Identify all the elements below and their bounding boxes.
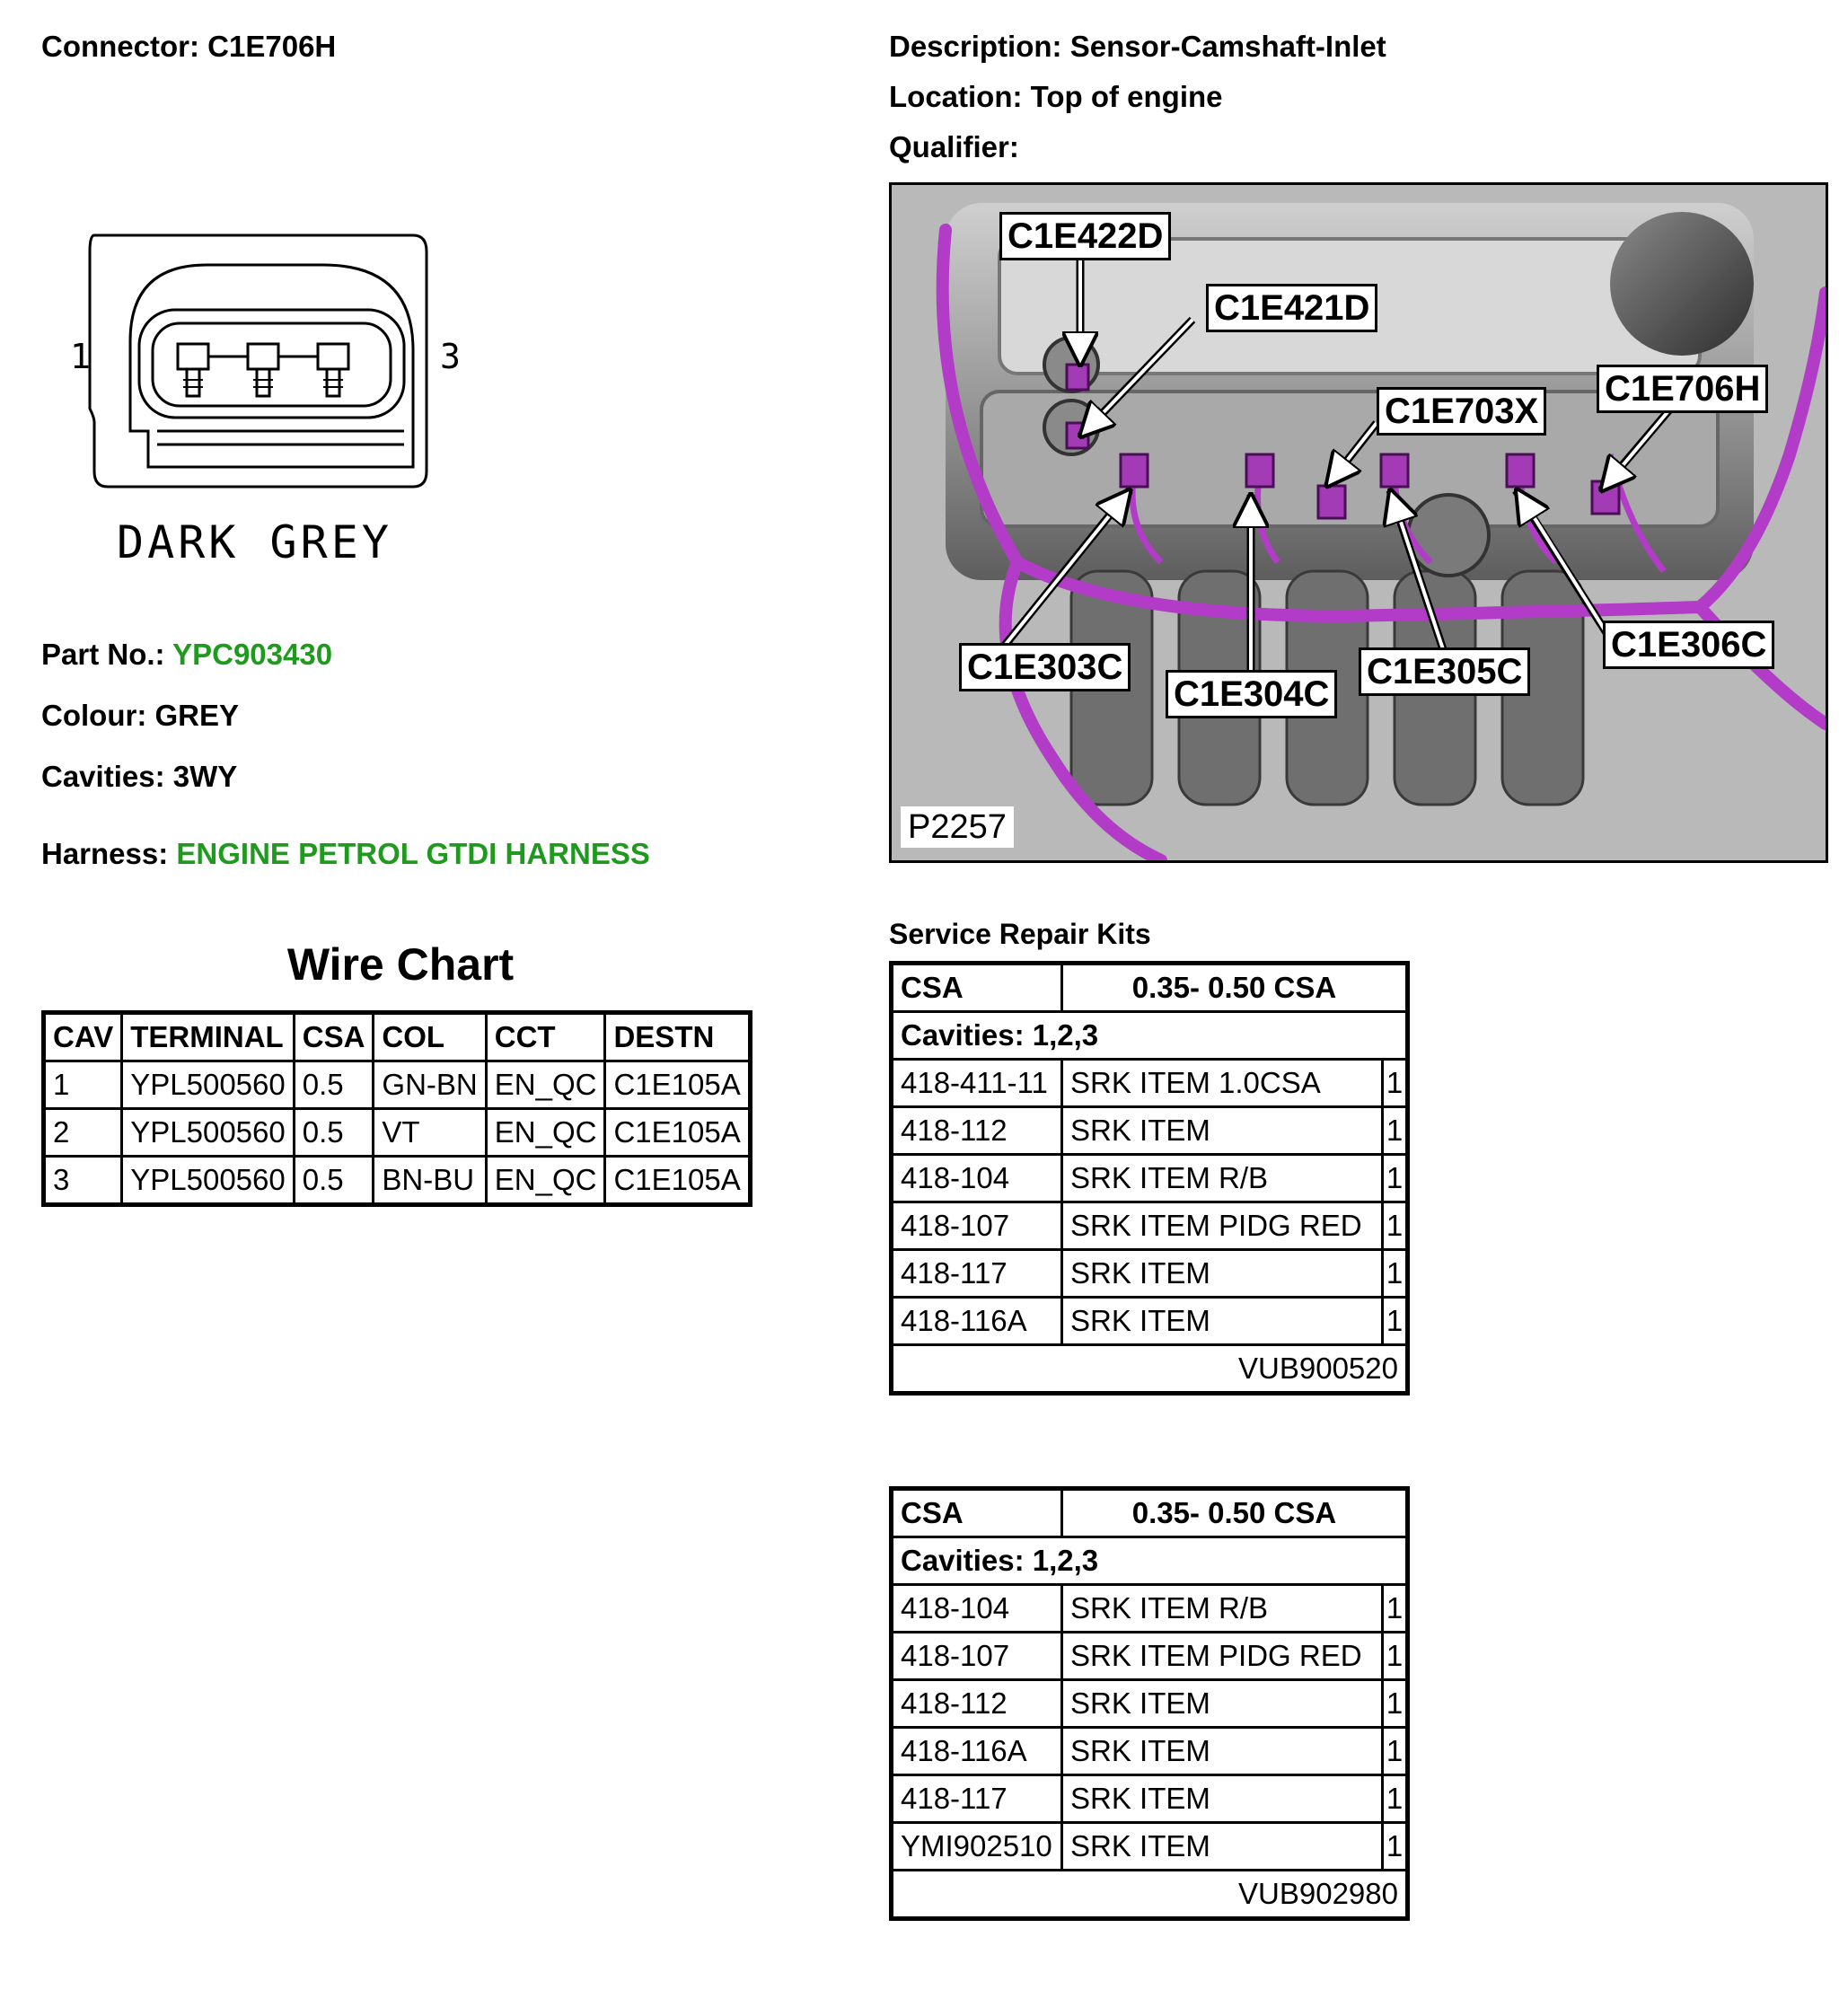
kit-desc: SRK ITEM: [1062, 1250, 1383, 1298]
kit-qty: 1: [1383, 1728, 1408, 1775]
csa-value: 0.35- 0.50 CSA: [1062, 1489, 1408, 1537]
kit-qty: 1: [1383, 1585, 1408, 1633]
kit-desc: SRK ITEM: [1062, 1298, 1383, 1345]
header-cct: CCT: [486, 1013, 605, 1061]
service-kits-title: Service Repair Kits: [889, 918, 1151, 950]
header-destn: DESTN: [605, 1013, 750, 1061]
table-row: [892, 1633, 1408, 1680]
kit-qty: 1: [1383, 1202, 1408, 1250]
colour-label: Colour:: [41, 699, 147, 732]
kit-qty: 1: [1383, 1680, 1408, 1728]
colour: [41, 699, 239, 733]
header-cav: CAV: [44, 1013, 122, 1061]
header-csa: CSA: [294, 1013, 374, 1061]
callout-c1e305c: C1E305C: [1359, 647, 1530, 696]
cell: YPL500560: [122, 1061, 295, 1109]
kit-part: 418-117: [892, 1775, 1062, 1823]
connector-value: C1E706H: [207, 30, 337, 63]
cell: 0.5: [294, 1157, 374, 1205]
kit-cavities: Cavities: 1,2,3: [892, 1012, 1408, 1060]
cell: 0.5: [294, 1061, 374, 1109]
kit-number: VUB902980: [892, 1871, 1408, 1919]
kit-qty: 1: [1383, 1823, 1408, 1871]
table-row: [44, 1109, 751, 1157]
table-row: [892, 1585, 1408, 1633]
table-row: [892, 1775, 1408, 1823]
wire-chart-title: Wire Chart: [286, 939, 515, 990]
description-value: Sensor-Camshaft-Inlet: [1069, 30, 1386, 63]
connector-label: Connector:: [41, 30, 199, 63]
kit-desc: SRK ITEM: [1062, 1728, 1383, 1775]
cell: EN_QC: [486, 1157, 605, 1205]
kit-csa-row: [892, 964, 1408, 1012]
table-row: [892, 1250, 1408, 1298]
image-reference: P2257: [901, 806, 1014, 848]
cell: YPL500560: [122, 1157, 295, 1205]
callout-c1e706h: C1E706H: [1597, 365, 1768, 413]
harness-label: Harness:: [41, 837, 169, 870]
callout-c1e303c: C1E303C: [959, 643, 1131, 691]
harness: [41, 837, 650, 871]
kit-part: 418-104: [892, 1585, 1062, 1633]
table-row: [892, 1155, 1408, 1202]
cell: 3: [44, 1157, 122, 1205]
kit-part: 418-117: [892, 1250, 1062, 1298]
kit-part: YMI902510: [892, 1823, 1062, 1871]
cell: C1E105A: [605, 1061, 750, 1109]
part-number: [41, 638, 332, 672]
kit-part: 418-104: [892, 1155, 1062, 1202]
kit-part: 418-411-11: [892, 1060, 1062, 1107]
kit-desc: SRK ITEM R/B: [1062, 1585, 1383, 1633]
pin-1-icon: [178, 344, 208, 396]
table-row: [892, 1823, 1408, 1871]
table-row: [44, 1157, 751, 1205]
colour-value: GREY: [154, 699, 240, 732]
callout-c1e422d: C1E422D: [999, 212, 1171, 260]
kit-desc: SRK ITEM PIDG RED: [1062, 1633, 1383, 1680]
kit-desc: SRK ITEM: [1062, 1107, 1383, 1155]
cell: EN_QC: [486, 1061, 605, 1109]
cell: 1: [44, 1061, 122, 1109]
callout-c1e304c: C1E304C: [1166, 670, 1337, 718]
connector-colour-caption: DARK GREY: [117, 516, 392, 568]
kit-part: 418-107: [892, 1633, 1062, 1680]
kit-cavities-row: [892, 1012, 1408, 1060]
kit-qty: 1: [1383, 1633, 1408, 1680]
kit-part: 418-112: [892, 1680, 1062, 1728]
qualifier: [889, 130, 1019, 164]
csa-label: CSA: [892, 964, 1062, 1012]
kit-csa-row: [892, 1489, 1408, 1537]
kit-desc: SRK ITEM: [1062, 1823, 1383, 1871]
service-kit-table: [889, 1486, 1410, 1921]
pin-right-number: 3: [440, 337, 461, 376]
cavities-value: 3WY: [172, 760, 238, 793]
kit-part: 418-116A: [892, 1298, 1062, 1345]
part-number-link[interactable]: YPC903430: [172, 638, 333, 671]
header-terminal: TERMINAL: [122, 1013, 295, 1061]
location: [889, 80, 1223, 114]
csa-label: CSA: [892, 1489, 1062, 1537]
description-label: Description:: [889, 30, 1062, 63]
pin-3-icon: [318, 344, 348, 396]
pin-left-number: 1: [70, 337, 91, 376]
kit-number-row: [892, 1871, 1408, 1919]
table-row: [44, 1061, 751, 1109]
callout-c1e306c: C1E306C: [1603, 621, 1774, 669]
cavities-label: Cavities:: [41, 760, 165, 793]
table-row: [892, 1060, 1408, 1107]
part-label: Part No.:: [41, 638, 165, 671]
table-row: [892, 1680, 1408, 1728]
location-value: Top of engine: [1030, 80, 1223, 113]
kit-part: 418-116A: [892, 1728, 1062, 1775]
kit-part: 418-107: [892, 1202, 1062, 1250]
header-col: COL: [374, 1013, 486, 1061]
callout-c1e703x: C1E703X: [1377, 387, 1546, 436]
cell: BN-BU: [374, 1157, 486, 1205]
kit-desc: SRK ITEM 1.0CSA: [1062, 1060, 1383, 1107]
cell: EN_QC: [486, 1109, 605, 1157]
cell: YPL500560: [122, 1109, 295, 1157]
harness-link[interactable]: ENGINE PETROL GTDI HARNESS: [176, 837, 650, 870]
cell: 2: [44, 1109, 122, 1157]
kit-qty: 1: [1383, 1155, 1408, 1202]
kit-cavities-row: [892, 1537, 1408, 1585]
engine-location-image: [889, 182, 1828, 863]
kit-number-row: [892, 1345, 1408, 1394]
kit-qty: 1: [1383, 1107, 1408, 1155]
kit-cavities: Cavities: 1,2,3: [892, 1537, 1408, 1585]
kit-qty: 1: [1383, 1298, 1408, 1345]
callout-c1e421d: C1E421D: [1206, 284, 1377, 332]
pin-2-icon: [248, 344, 278, 396]
connector-title: [41, 30, 336, 64]
service-kit-table: [889, 961, 1410, 1396]
table-row: [892, 1107, 1408, 1155]
cell: 0.5: [294, 1109, 374, 1157]
cell: GN-BN: [374, 1061, 486, 1109]
kit-desc: SRK ITEM: [1062, 1680, 1383, 1728]
kit-qty: 1: [1383, 1250, 1408, 1298]
kit-desc: SRK ITEM R/B: [1062, 1155, 1383, 1202]
location-label: Location:: [889, 80, 1023, 113]
kit-desc: SRK ITEM PIDG RED: [1062, 1202, 1383, 1250]
csa-value: 0.35- 0.50 CSA: [1062, 964, 1408, 1012]
cavities: [41, 760, 237, 794]
wire-chart-table: [41, 1010, 752, 1207]
table-row: [892, 1298, 1408, 1345]
cell: C1E105A: [605, 1109, 750, 1157]
table-row: [892, 1202, 1408, 1250]
wire-chart-header-row: [44, 1013, 751, 1061]
kit-part: 418-112: [892, 1107, 1062, 1155]
kit-qty: 1: [1383, 1060, 1408, 1107]
cell: C1E105A: [605, 1157, 750, 1205]
cell: VT: [374, 1109, 486, 1157]
qualifier-label: Qualifier:: [889, 130, 1019, 163]
kit-desc: SRK ITEM: [1062, 1775, 1383, 1823]
kit-number: VUB900520: [892, 1345, 1408, 1394]
description: [889, 30, 1386, 64]
table-row: [892, 1728, 1408, 1775]
kit-qty: 1: [1383, 1775, 1408, 1823]
connector-face-diagram: [63, 225, 485, 512]
